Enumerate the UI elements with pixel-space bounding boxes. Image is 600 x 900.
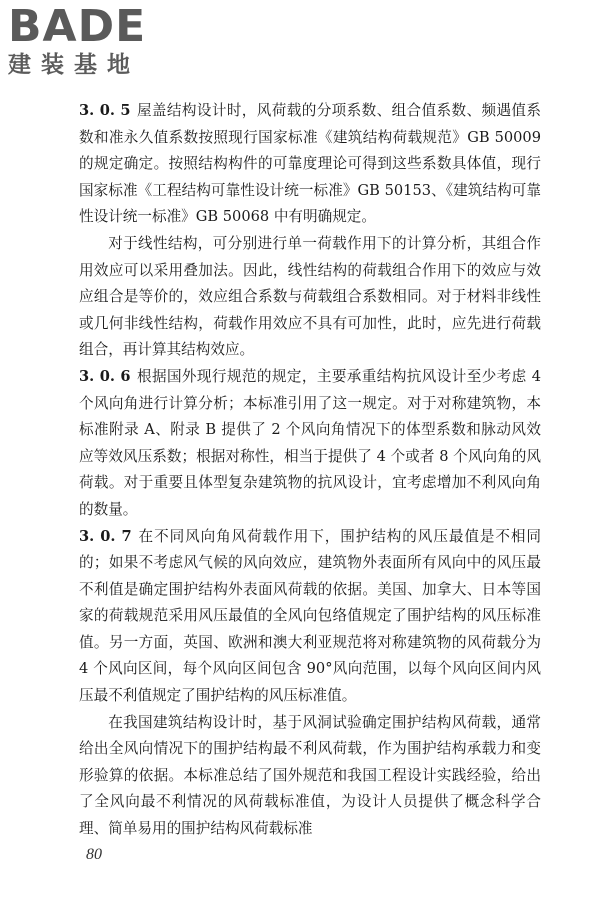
document-body: [79, 98, 541, 843]
page-number: 80: [86, 846, 102, 863]
clause-text: 在不同风向角风荷载作用下，围护结构的风压最值是不相同的；如果不考虑风气候的风向效应，建筑物外表面所有风向中的风压最不利值是确定围护结构外表面风荷载的依据。美国、加拿大、日本等国家的荷载规范采用风压最值的全风向包络值规定了围护结构的风压标准值。另一方面，英国、欧洲和澳大利亚规范将对称建筑物的风荷载分为 4 个风向区间，每个风向区间包含 90°风向范围，以每个风向区间内风压最不利值规定了围护结构的风压标准值。: [79, 527, 541, 705]
clause-number: 3. 0. 7: [79, 527, 132, 545]
clause-text: 屋盖结构设计时，风荷载的分项系数、组合值系数、频遇值系数和准永久值系数按照现行国家标准《建筑结构荷载规范》GB 50009 的规定确定。按照结构构件的可靠度理论可得到这些系数具体值，现行国家标准《工程结构可靠性设计统一标准》GB 50153、《建筑结构可靠性设计统一标准》GB 50068 中有明确规定。: [79, 102, 541, 226]
paragraph-text: 对于线性结构，可分别进行单一荷载作用下的计算分析，其组合作用效应可以采用叠加法。因此，线性结构的荷载组合作用下的效应与效应组合是等价的，效应组合系数与荷载组合系数相同。对于材料非线性或几何非线性结构，荷载作用效应不具有可加性，此时，应先进行荷载组合，再计算其结构效应。: [79, 234, 541, 359]
clause-3-0-7: [79, 524, 541, 710]
logo: [8, 1, 178, 80]
paragraph-linear-structures: [79, 231, 541, 364]
clause-number: 3. 0. 6: [79, 367, 131, 385]
clause-3-0-5: [79, 98, 541, 231]
paragraph-wind-tunnel: [79, 710, 541, 843]
logo-subtitle: 建装基地: [8, 52, 140, 78]
clause-text: 根据国外现行规范的规定，主要承重结构抗风设计至少考虑 4 个风向角进行计算分析；本标准引用了这一规定。对于对称建筑物，本标准附录 A、附录 B 提供了 2 个风向角情况下的体型系数和脉动风效应等效风压系数；根据对称性，相当于提供了 4 个或者 8 个风向角的风荷载。对于重要且体型复杂建筑物的抗风设计，宜考虑增加不利风向角的数量。: [79, 367, 541, 518]
clause-number: 3. 0. 5: [79, 102, 131, 119]
clause-3-0-6: [79, 364, 541, 524]
logo-wordmark: BADE: [8, 1, 147, 52]
paragraph-text: 在我国建筑结构设计时，基于风洞试验确定围护结构风荷载，通常给出全风向情况下的围护结构最不利风荷载，作为围护结构承载力和变形验算的依据。本标准总结了国外规范和我国工程设计实践经验，给出了全风向最不利情况的风荷载标准值，为设计人员提供了概念科学合理、简单易用的围护结构风荷载标准: [79, 713, 541, 838]
